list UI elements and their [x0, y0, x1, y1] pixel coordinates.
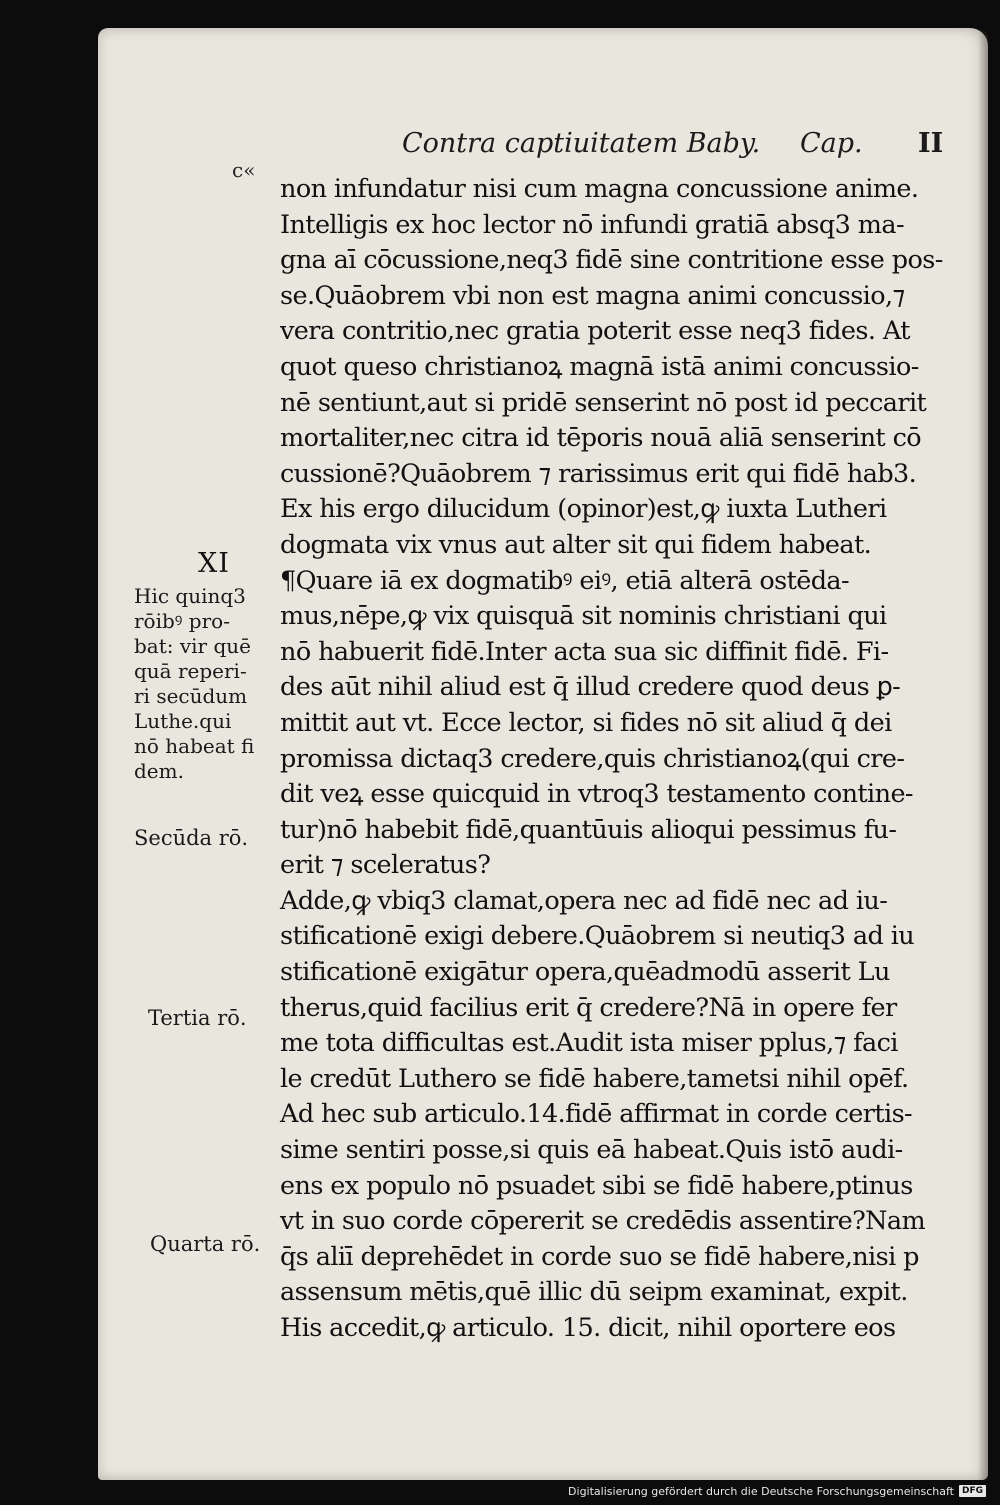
- footer-credit-text: Digitalisierung gefördert durch die Deutsche Forschungsgemeinschaft: [568, 1484, 954, 1498]
- text-line: q̄s aliī deprehēdet in corde suo se fidē habere,nisi p: [280, 1241, 919, 1272]
- text-line: ens ex populo nō psuadet sibi se fidē habere,ptinus: [280, 1170, 913, 1201]
- text-line: Intelligis ex hoc lector nō infundi gratiā absq3 ma-: [280, 209, 904, 240]
- digitization-footer: [568, 1483, 986, 1499]
- text-line: mortaliter,nec citra id tēporis nouā aliā senserint cō: [280, 423, 921, 454]
- printer-mark: c«: [232, 158, 256, 182]
- text-line: Ex his ergo dilucidum (opinor)est,ꝙ iuxta Lutheri: [280, 494, 887, 525]
- text-line: des aūt nihil aliud est q̄ illud credere quod deus ꝑ-: [280, 672, 901, 703]
- text-line: non infundatur nisi cum magna concussione anime.: [280, 174, 919, 204]
- text-line: ¶Quare iā ex dogmatibꝰ eiꝰ, etiā alterā ostēda-: [280, 565, 850, 596]
- text-line: me tota difficultas est.Audit ista miser pplus,⁊ faci: [280, 1028, 898, 1059]
- text-line: cussionē?Quāobrem ⁊ rarissimus erit qui fidē hab3.: [280, 458, 917, 489]
- text-line: stificationē exigātur opera,quēadmodū asserit Lu: [280, 957, 890, 988]
- margin-note-line: bat: vir quē: [134, 634, 251, 658]
- margin-note: [134, 584, 274, 784]
- margin-section-numeral: XI: [198, 548, 230, 579]
- text-line: dogmata vix vnus aut alter sit qui fidem habeat.: [280, 529, 872, 560]
- text-line: stificationē exigi debere.Quāobrem si neutiq3 ad iu: [280, 921, 915, 952]
- running-header: [402, 128, 962, 162]
- margin-note-line: ri secūdum: [134, 684, 248, 708]
- margin-quarta: Quarta rō.: [150, 1232, 261, 1256]
- text-line: vt in suo corde cōpererit se credēdis assentire?Nam: [280, 1206, 926, 1237]
- text-line: mus,nēpe,ꝙ vix quisquā sit nominis christiani qui: [280, 601, 887, 632]
- margin-note-line: Luthe.qui: [134, 709, 232, 733]
- text-line: His accedit,ꝙ articulo. 15. dicit, nihil oportere eos: [280, 1313, 896, 1343]
- text-line: nō habuerit fidē.Inter acta sua sic diffinit fidē. Fi-: [280, 636, 889, 667]
- header-chapter: Cap.: [800, 128, 863, 159]
- text-line: se.Quāobrem vbi non est magna animi concussio,⁊: [280, 280, 905, 311]
- text-line: dit veꝝ esse quicquid in vtroq3 testamento contine-: [280, 779, 913, 810]
- text-line: vera contritio,nec gratia poterit esse neq3 fides. At: [280, 316, 910, 347]
- text-line: therus,quid facilius erit q̄ credere?Nā in opere fer: [280, 992, 897, 1023]
- text-line: Adde,ꝙ vbiq3 clamat,opera nec ad fidē nec ad iu-: [280, 885, 888, 916]
- header-title: Contra captiuitatem Baby.: [402, 128, 761, 159]
- dfg-logo: DFG: [959, 1485, 986, 1497]
- text-line: le credūt Luthero se fidē habere,tametsi nihil opēf.: [280, 1063, 909, 1094]
- margin-tertia: Tertia rō.: [148, 1006, 247, 1030]
- margin-note-line: dem.: [134, 759, 184, 783]
- text-line: Ad hec sub articulo.14.fidē affirmat in corde certis-: [280, 1099, 913, 1130]
- main-text-block: [280, 172, 970, 1347]
- text-line: tur)nō habebit fidē,quantūuis alioqui pessimus fu-: [280, 814, 897, 845]
- margin-note-line: quā reperi-: [134, 659, 247, 683]
- text-line: quot queso christianoꝝ magnā istā animi concussio-: [280, 351, 919, 382]
- margin-note-line: rōibꝰ pro-: [134, 609, 230, 633]
- text-line: promissa dictaq3 credere,quis christianoꝝ(qui cre-: [280, 743, 905, 774]
- header-page-number: II: [918, 128, 944, 159]
- text-line: gna aī cōcussione,neq3 fidē sine contritione esse pos-: [280, 245, 943, 276]
- text-line: erit ⁊ sceleratus?: [280, 850, 491, 881]
- margin-note-line: nō habeat fi: [134, 734, 255, 758]
- text-line: sime sentiri posse,si quis eā habeat.Quis istō audi-: [280, 1135, 903, 1166]
- margin-note-line: Hic quinq3: [134, 584, 246, 608]
- margin-secunda: Secūda rō.: [134, 826, 249, 850]
- text-line: nē sentiunt,aut si pridē senserint nō post id peccarit: [280, 387, 927, 418]
- text-line: mittit aut vt. Ecce lector, si fides nō sit aliud q̄ dei: [280, 707, 892, 738]
- page-edge-shadow: [978, 28, 988, 1480]
- text-line: assensum mētis,quē illic dū seipm examinat, expit.: [280, 1277, 908, 1308]
